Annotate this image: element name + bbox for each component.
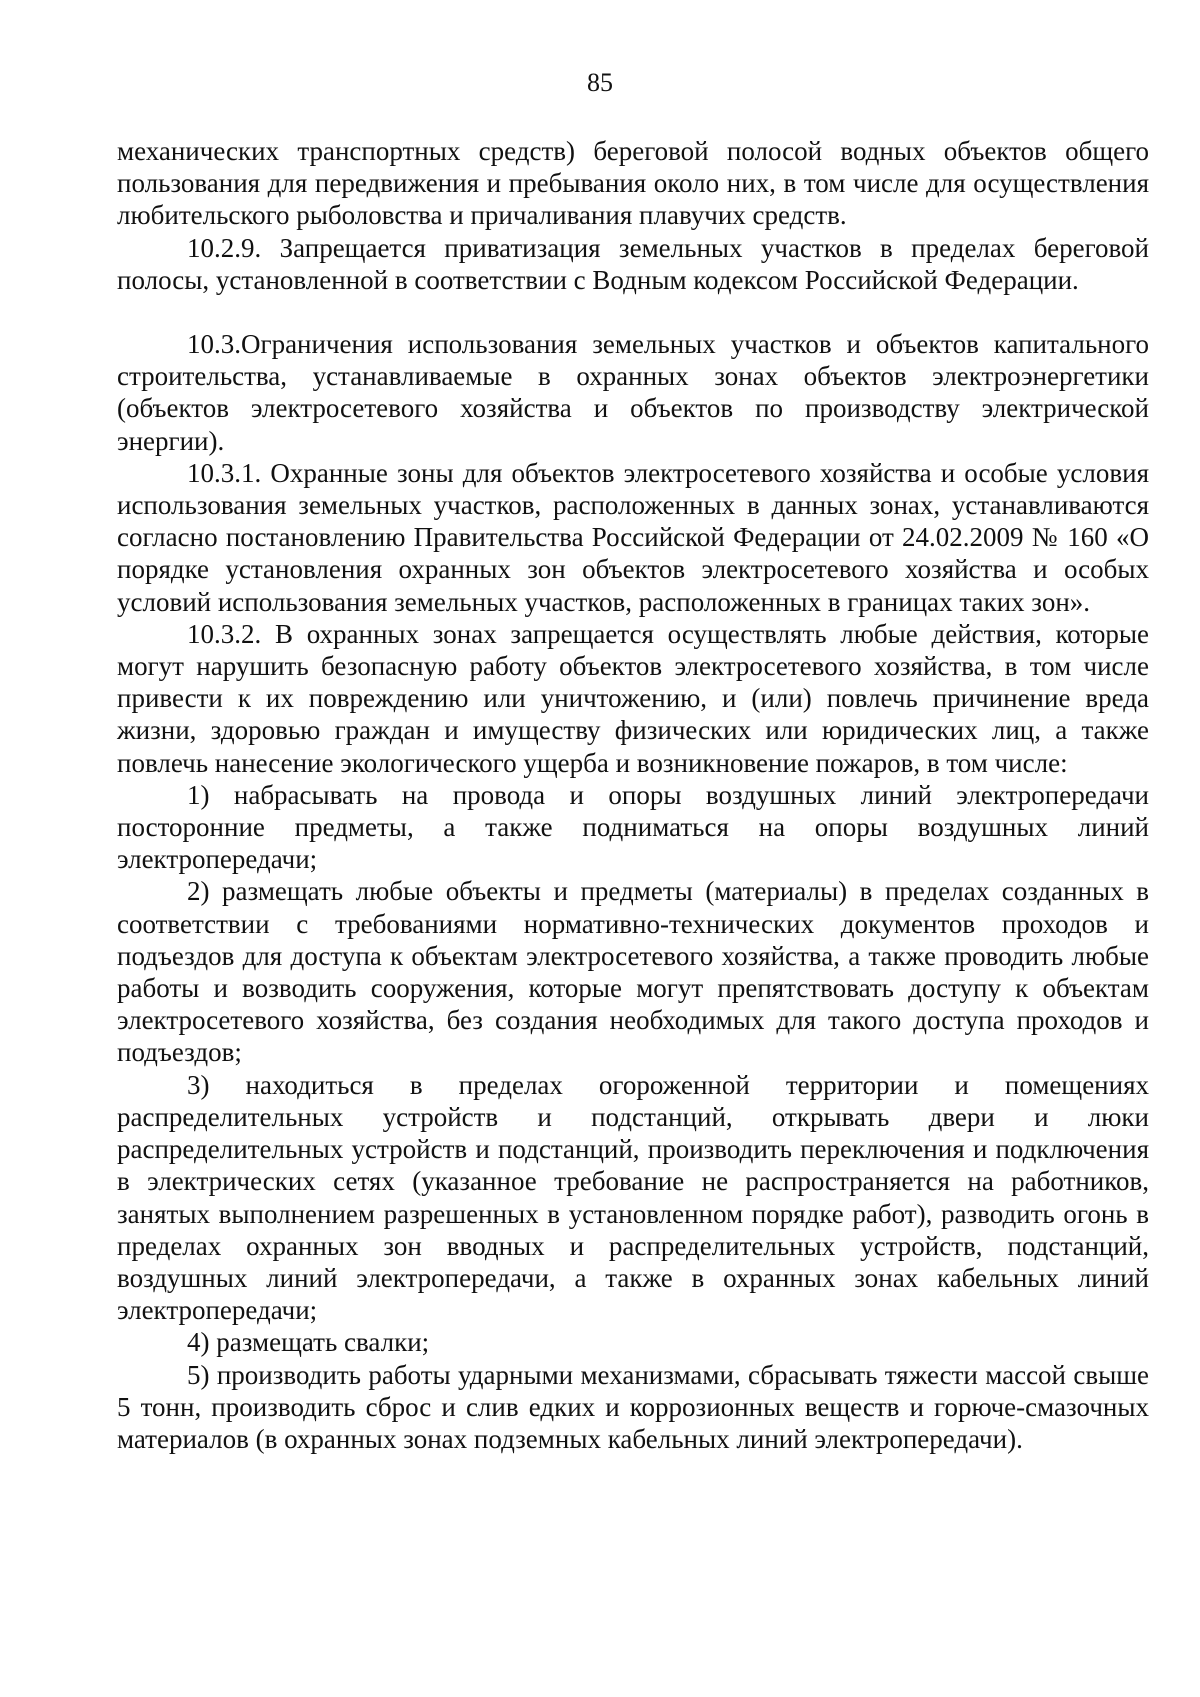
paragraph-spacer [117,296,1149,328]
list-item-1: 1) набрасывать на провода и опоры воздушных линий электропередачи посторонние предметы, а также подниматься на опоры воздушных линий электропередачи; [117,779,1149,875]
list-item-4: 4) размещать свалки; [187,1327,430,1358]
list-item-5: 5) производить работы ударными механизмами, сбрасывать тяжести массой свыше 5 тонн, производить сброс и слив едких и коррозионных веществ и горюче-смазочных материалов (в охранных зонах подземных кабельных линий электропередачи). [117,1359,1149,1454]
page-number: 85 [587,68,613,97]
document-body [117,135,1149,1455]
paragraph-10-3-1: 10.3.1. Охранные зоны для объектов электросетевого хозяйства и особые условия использования земельных участков, расположенных в данных зонах, устанавливаются согласно постановлению Правительства Российской Федерации от 24.02.2009 № 160 «О порядке установления охранных зон объектов электросетевого хозяйства и особых условий использования земельных участков, расположенных в границах таких зон». [117,457,1149,617]
list-item-3: 3) находиться в пределах огороженной территории и помещениях распределительных устройств и подстанций, открывать двери и люки распределительных устройств и подстанций, производить переключения и подключения в электрических сетях (указанное требование не распространяется на работников, занятых выполнением разрешенных в установленном порядке работ), разводить огонь в пределах охранных зон вводных и распределительных устройств, подстанций, воздушных линий электропередачи, а также в охранных зонах кабельных линий электропередачи; [117,1069,1149,1326]
paragraph-10-2-9: 10.2.9. Запрещается приватизация земельных участков в пределах береговой полосы, установленной в соответствии с Водным кодексом Российской Федерации. [117,232,1149,295]
paragraph-10-3: 10.3.Ограничения использования земельных участков и объектов капитального строительства, устанавливаемые в охранных зонах объектов электроэнергетики (объектов электросетевого хозяйства и объектов по производству электрической энергии). [117,329,1149,456]
list-item-2: 2) размещать любые объекты и предметы (материалы) в пределах созданных в соответствии с требованиями нормативно-технических документов проходов и подъездов для доступа к объектам электросетевого хозяйства, а также проводить любые работы и возводить сооружения, которые могут препятствовать доступу к объектам электросетевого хозяйства, без создания необходимых для такого доступа проходов и подъездов; [117,876,1149,1068]
paragraph-continuation: механических транспортных средств) береговой полосой водных объектов общего пользования для передвижения и пребывания около них, в том числе для осуществления любительского рыболовства и причаливания плавучих средств. [117,136,1149,231]
paragraph-10-3-2: 10.3.2. В охранных зонах запрещается осуществлять любые действия, которые могут нарушить безопасную работу объектов электросетевого хозяйства, в том числе привести к их повреждению или уничтожению, и (или) повлечь причинение вреда жизни, здоровью граждан и имуществу физических или юридических лиц, а также повлечь нанесение экологического ущерба и возникновение пожаров, в том числе: [117,618,1149,778]
